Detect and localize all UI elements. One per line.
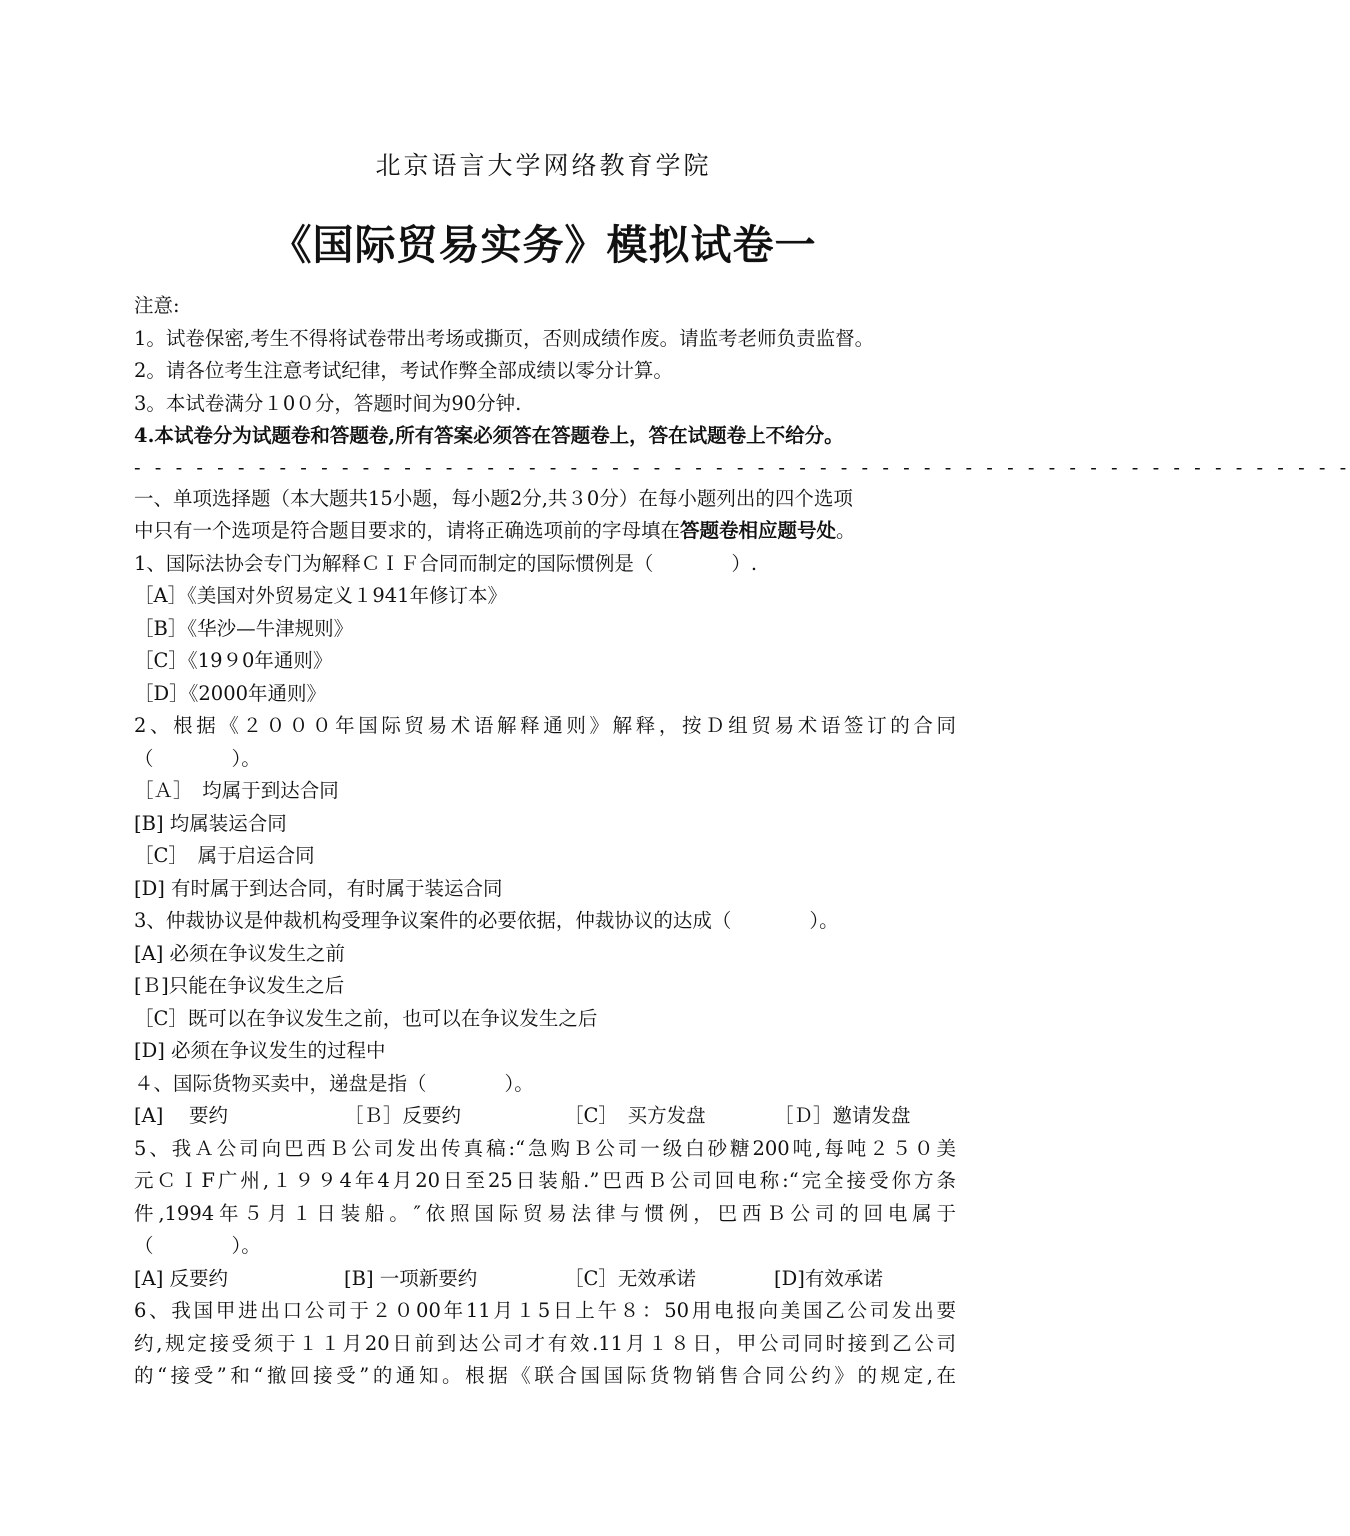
- notice-item-4: 4.本试卷分为试题卷和答题卷,所有答案必须答在答题卷上，答在试题卷上不给分。: [134, 424, 844, 447]
- section1-intro-plain: 中只有一个选项是符合题目要求的，请将正确选项前的字母填在: [134, 519, 681, 542]
- q5-option-a: [A] 反要约: [134, 1266, 228, 1290]
- q6-stem-line1: 6、我国甲进出口公司于２０00年11月１5日上午８：50用电报向美国乙公司发出要: [134, 1299, 956, 1322]
- q5-options-row: [134, 1263, 956, 1296]
- q6-stem-line3: 的“接受”和“撤回接受”的通知。根据《联合国国际货物销售合同公约》的规定,在: [134, 1364, 956, 1387]
- q4-option-b: ［Ｂ］反要约: [344, 1104, 462, 1127]
- q2-stem-line2: （ ）。: [134, 746, 261, 770]
- q2-option-a: ［Ａ］ 均属于到达合同: [134, 779, 339, 802]
- section1-intro-line2: [134, 515, 956, 548]
- dashed-divider: - - - - - - - - - - - - - - - - - - - - - - - - - - - - - - - - - - - - - - - - - - - - - - - - - - - - - - - - - - -: [134, 455, 1350, 479]
- q6-stem-line2: 约,规定接受须于１１月20日前到达公司才有效.11月１８日，甲公司同时接到乙公司: [134, 1331, 956, 1355]
- q2-option-b: [B] 均属装运合同: [134, 811, 287, 835]
- q4-stem: ４、国际货物买卖中，递盘是指（ ）。: [134, 1071, 534, 1095]
- section1-intro-end: 。: [836, 519, 856, 542]
- q5-option-d: [D]有效承诺: [774, 1266, 883, 1290]
- section1-intro-line1: 一、单项选择题（本大题共15小题，每小题2分,共３0分）在每小题列出的四个选项: [134, 486, 853, 510]
- q1-option-c: ［C］《19９0年通则》: [134, 649, 333, 672]
- q3-option-b: [Ｂ]只能在争议发生之后: [134, 974, 345, 997]
- q5-stem-line1: 5、我Ａ公司向巴西Ｂ公司发出传真稿:“急购Ｂ公司一级白砂糖200吨,每吨２５０美: [134, 1136, 956, 1160]
- q5-option-b: [B] 一项新要约: [344, 1266, 478, 1290]
- q2-stem-line1: 2、根据《２０００年国际贸易术语解释通则》解释，按Ｄ组贸易术语签订的合同: [134, 714, 956, 737]
- q5-stem-line3: 件,1994年５月１日装船。″依照国际贸易法律与惯例，巴西Ｂ公司的回电属于: [134, 1201, 956, 1225]
- q4-option-d: ［Ｄ］邀请发盘: [774, 1104, 911, 1127]
- q5-option-c: ［C］无效承诺: [564, 1266, 696, 1290]
- q2-option-c: ［C］ 属于启运合同: [134, 844, 315, 867]
- q1-option-b: ［B］《华沙—牛津规则》: [134, 616, 354, 640]
- q2-option-d: [D] 有时属于到达合同，有时属于装运合同: [134, 876, 503, 900]
- section1-intro-bold: 答题卷相应题号处: [680, 519, 837, 542]
- q4-options-row: [134, 1100, 956, 1133]
- q5-stem-line4: （ ）。: [134, 1234, 261, 1257]
- q3-stem: 3、仲裁协议是仲裁机构受理争议案件的必要依据，仲裁协议的达成（ ）。: [134, 909, 839, 932]
- notice-item-3: 3。本试卷满分１0０分，答题时间为90分钟.: [134, 391, 522, 415]
- notice-heading: 注意:: [134, 294, 180, 317]
- q3-option-d: [D] 必须在争议发生的过程中: [134, 1039, 386, 1062]
- q4-option-a: [A] 要约: [134, 1104, 228, 1127]
- q3-option-a: [A] 必须在争议发生之前: [134, 941, 345, 965]
- exam-body: [134, 290, 1350, 1393]
- exam-title: 《国际贸易实务》模拟试卷一: [270, 221, 817, 269]
- q1-option-a: ［A］《美国对外贸易定义１941年修订本》: [134, 584, 508, 607]
- school-name: 北京语言大学网络教育学院: [375, 151, 712, 180]
- q5-stem-line2: 元ＣＩF广州,１９９4年4月20日至25日装船.”巴西Ｂ公司回电称:“完全接受你方条: [134, 1169, 956, 1192]
- notice-item-2: 2。请各位考生注意考试纪律，考试作弊全部成绩以零分计算。: [134, 359, 673, 382]
- q3-option-c: ［C］既可以在争议发生之前，也可以在争议发生之后: [134, 1006, 598, 1030]
- q4-option-c: ［C］ 买方发盘: [564, 1104, 706, 1127]
- q1-stem: 1、国际法协会专门为解释ＣＩＦ合同而制定的国际惯例是（ ）.: [134, 551, 758, 575]
- q1-option-d: ［D］《2000年通则》: [134, 681, 327, 705]
- notice-item-1: 1。试卷保密,考生不得将试卷带出考场或撕页，否则成绩作废。请监考老师负责监督。: [134, 326, 875, 350]
